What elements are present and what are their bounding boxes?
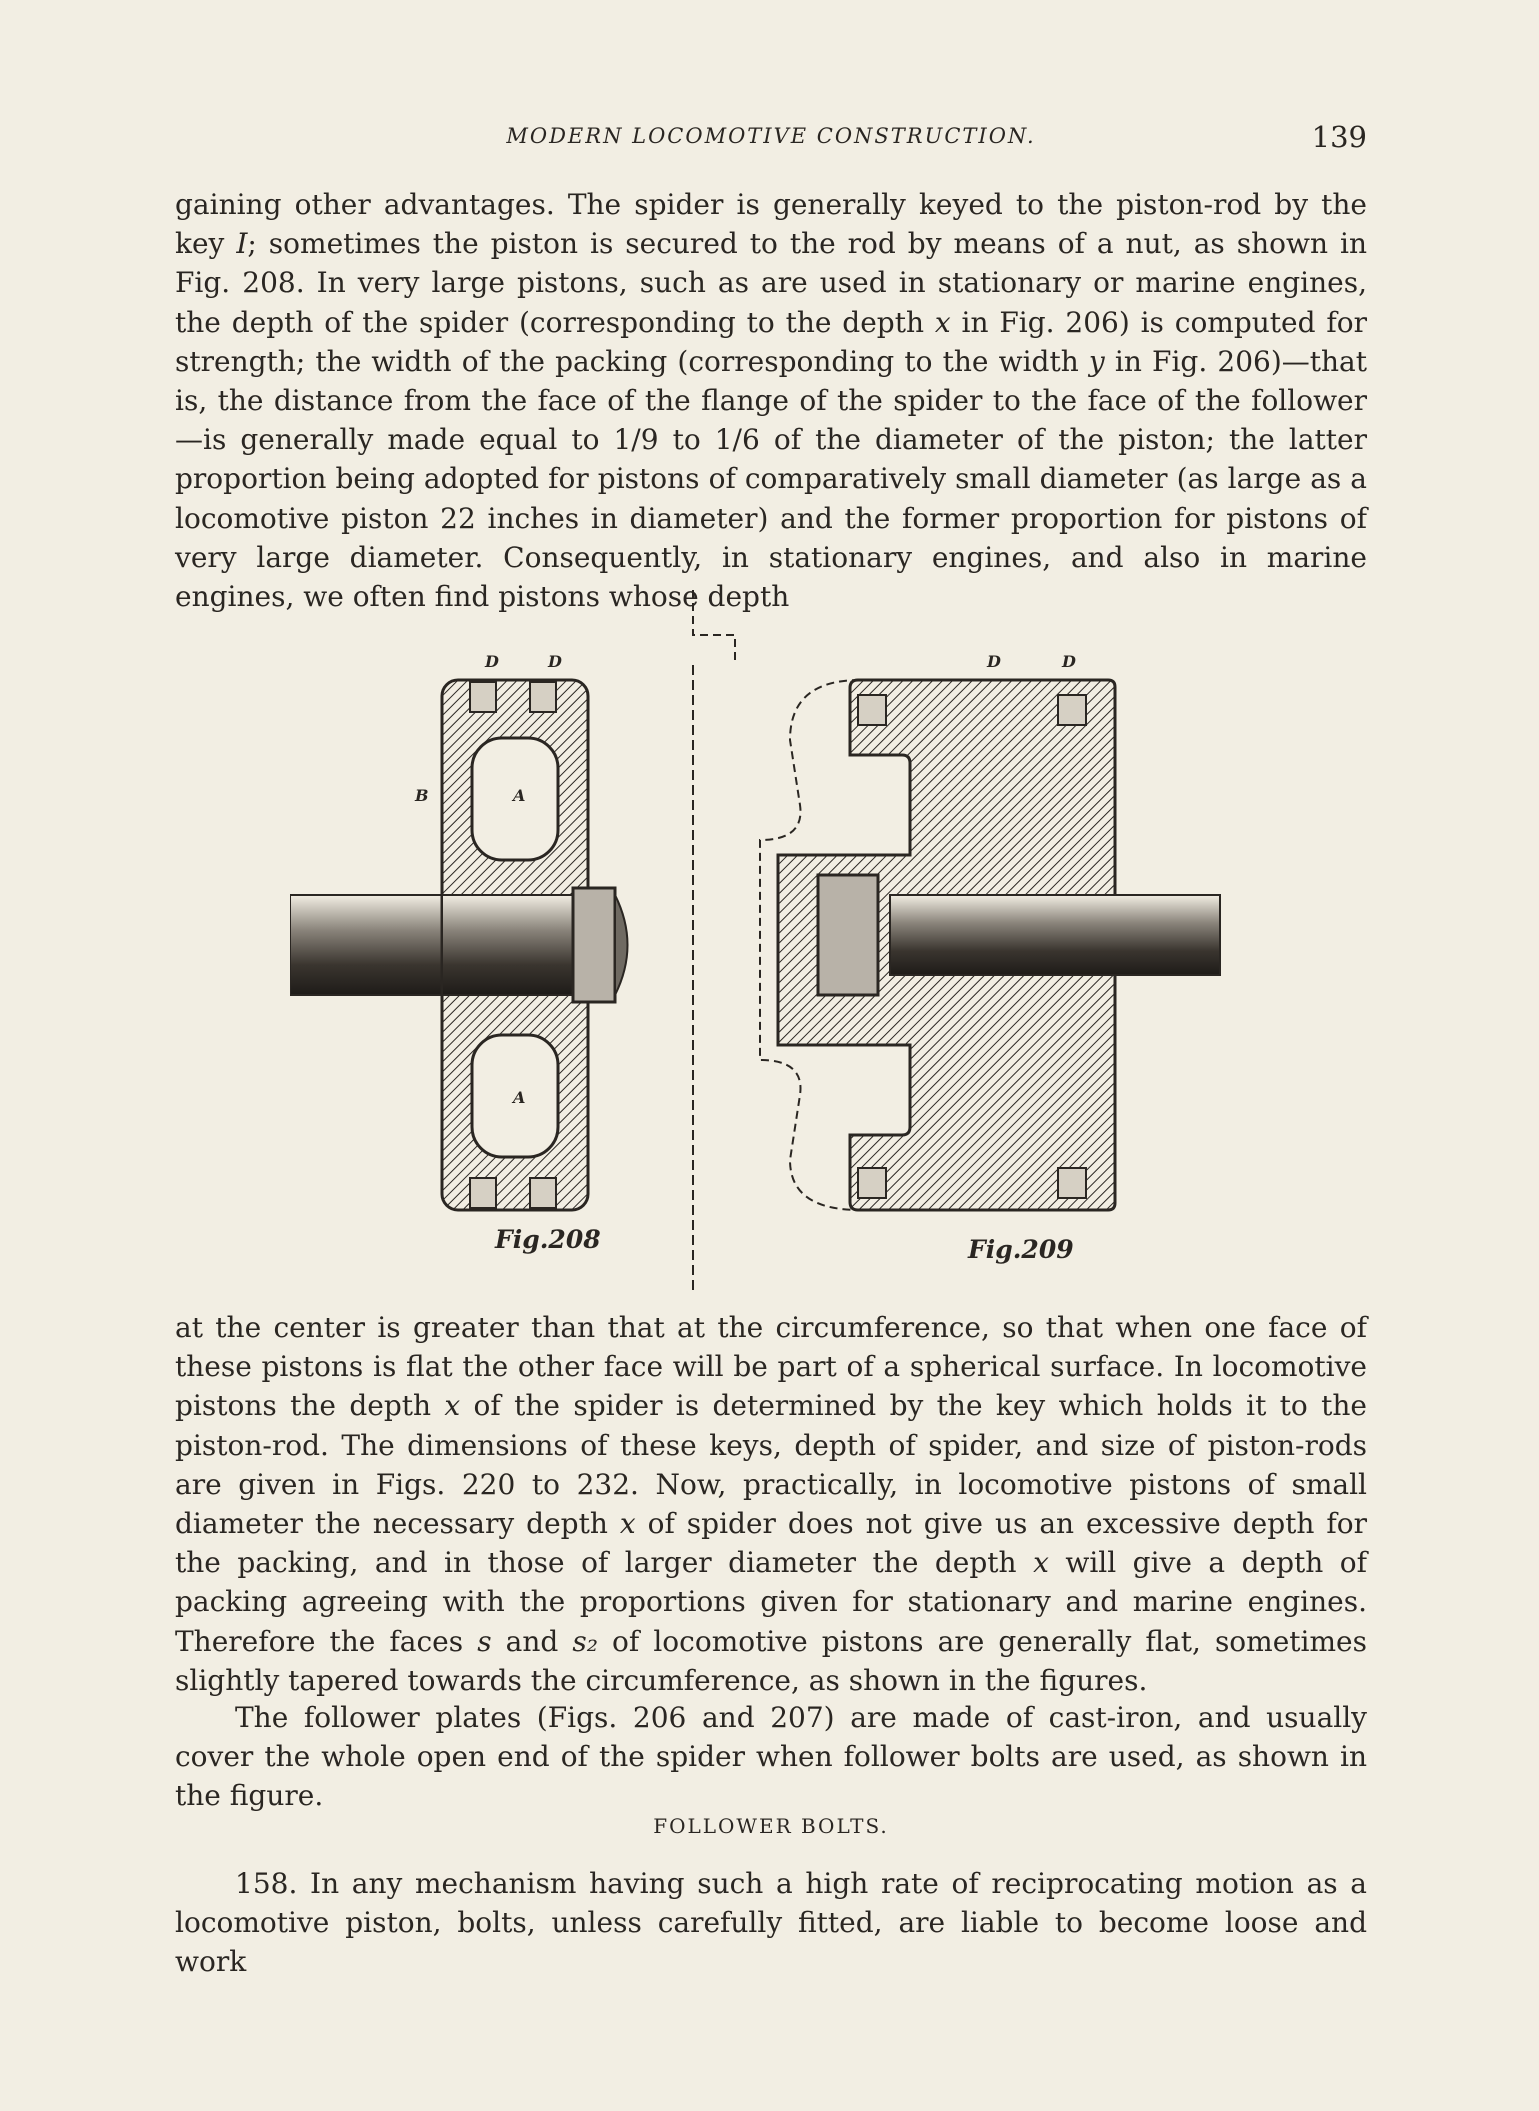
para1-text-c: in Fig. 206) is computed for strength; the width of the packing (corresponding to the width — [175, 305, 1368, 378]
para1-var-y: y — [1088, 344, 1105, 378]
label-d-208-left: D — [485, 652, 499, 671]
fig208-nut — [573, 888, 615, 1002]
para2-var-s: s — [477, 1624, 492, 1658]
fig208-drawing — [290, 680, 628, 1210]
para1-fraction-1: 1/9 — [613, 423, 659, 457]
paragraph-1 — [175, 185, 1367, 616]
fig209-bolt-bottom-left — [858, 1168, 886, 1198]
para2-var-x3: x — [1033, 1546, 1049, 1580]
para1-text-d: in Fig. 206)—that is, the distance from the face of the flange of the spider to the face of the follower—is generally made equal to — [175, 344, 1367, 457]
para2-text-a: at the center is greater than that at the circumference, so that when one face of these pistons is flat the other face will be part of a spherical surface. In locomotive pistons the depth — [175, 1311, 1367, 1423]
fig209-caption: Fig.209 — [968, 1235, 1074, 1264]
piston-drawings — [290, 590, 1240, 1290]
fig208-bolt-bottom-left — [470, 1178, 496, 1208]
para1-text-a: gaining other advantages. The spider is generally keyed to the piston-rod by the key — [175, 188, 1367, 261]
fig208-bolt-top-right — [530, 682, 556, 712]
fig209-drawing — [693, 590, 1220, 1290]
label-b-208: B — [415, 786, 429, 805]
fig208-rod-end — [615, 895, 628, 995]
label-a-208-upper: A — [513, 786, 526, 805]
fig209-nut — [818, 875, 878, 995]
para2-text-d: will give a depth of packing agreeing with the proportions given for stationary and marine engines. Therefore the faces — [175, 1546, 1368, 1658]
fig208-bolt-bottom-right — [530, 1178, 556, 1208]
para1-fraction-2: 1/6 — [714, 423, 760, 457]
fig209-piston-rod — [890, 895, 1220, 975]
fig208-rod-through-spider — [442, 895, 588, 995]
para2-text-b: of the spider is determined by the key which holds it to the piston-rod. The dimensions of these keys, depth of spider, and size of piston-rods are given in Figs. 220 to 232. Now, practically, in locomotive pistons of small diameter the necessary depth — [175, 1389, 1367, 1541]
label-d-209-right: D — [1062, 652, 1076, 671]
fig209-bolt-bottom-right — [1058, 1168, 1086, 1198]
para2-var-s2: s₂ — [572, 1624, 598, 1658]
label-d-208-right: D — [548, 652, 562, 671]
para1-text-e: to — [658, 423, 715, 457]
para2-text-c: of spider does not give us an excessive depth for the packing, and in those of larger diameter the depth — [175, 1507, 1367, 1580]
para2-var-x2: x — [619, 1507, 636, 1541]
paragraph-4: 158. In any mechanism having such a high rate of reciprocating motion as a locomotive piston, bolts, unless carefully fitted, are liable to become loose and work — [175, 1867, 1367, 1979]
running-title: MODERN LOCOMOTIVE CONSTRUCTION. — [506, 124, 1036, 148]
para1-key-letter: I — [236, 227, 248, 261]
fig209-bolt-top-left — [858, 695, 886, 725]
para1-var-x: x — [934, 305, 951, 339]
fig208-bolt-top-left — [470, 682, 496, 712]
fig209-centerline-top — [693, 590, 735, 665]
para1-text-f: of the diameter of the piston; the latter proportion being adopted for pistons of comparatively small diameter (as large as a locomotive piston 22 inches in diameter) and the former proportion for pistons of very large diameter. Consequently, in stationary engines, and also in marine engines, we often find pistons whose depth — [175, 423, 1367, 614]
fig208-caption: Fig.208 — [495, 1225, 601, 1254]
page-number: 139 — [1311, 120, 1367, 154]
figure-208-209 — [290, 590, 1240, 1290]
paragraph-2 — [175, 1308, 1367, 1700]
para2-text-e: and — [491, 1624, 573, 1658]
page-header — [175, 120, 1367, 160]
para1-text-b: ; sometimes the piston is secured to the rod by means of a nut, as shown in Fig. 208. In very large pistons, such as are used in stationary or marine engines, the depth of the spider (corresponding to the depth — [175, 227, 1367, 339]
paragraph-3: The follower plates (Figs. 206 and 207) are made of cast-iron, and usually cover the whole open end of the spider when follower bolts are used, as shown in the figure. — [175, 1701, 1367, 1813]
para2-text-f: of locomotive pistons are generally flat, sometimes slightly tapered towards the circumference, as shown in the figures. — [175, 1624, 1367, 1697]
label-a-208-lower: A — [513, 1088, 526, 1107]
para2-var-x1: x — [444, 1389, 461, 1423]
label-d-209-left: D — [987, 652, 1001, 671]
section-heading: FOLLOWER BOLTS. — [653, 1814, 889, 1838]
fig209-bolt-top-right — [1058, 695, 1086, 725]
